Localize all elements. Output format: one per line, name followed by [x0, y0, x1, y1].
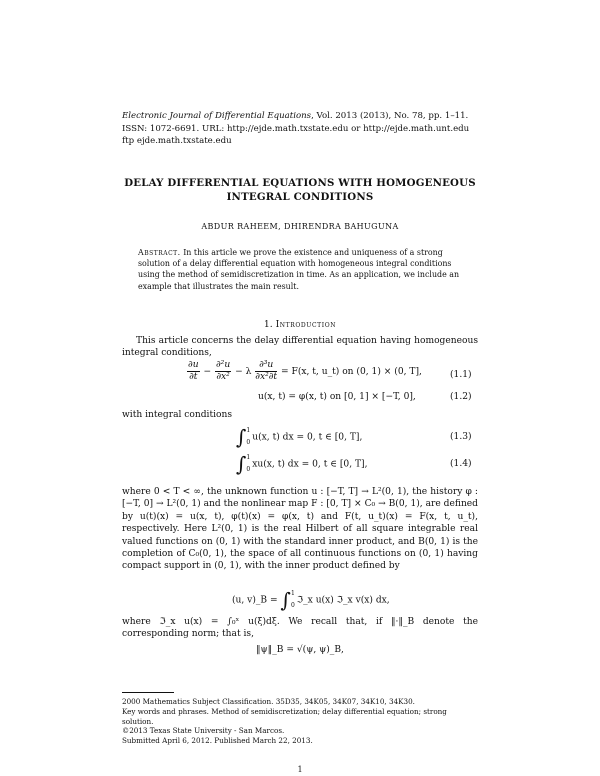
equation-1-3-body: u(x, t) dx = 0, t ∈ [0, T], — [252, 432, 363, 443]
recall-paragraph: where ℑ_x u(x) = ∫₀ˣ u(ξ)dξ. We recall that, if ‖·‖_B denote the corresponding norm; that is, — [122, 617, 478, 640]
journal-header — [122, 110, 502, 148]
equation-1-3: ∫1 0 u(x, t) dx = 0, t ∈ [0, T], — [236, 425, 363, 449]
with-integral-text: with integral conditions — [122, 410, 232, 420]
equation-label-1-3: (1.3) — [450, 432, 472, 442]
journal-name: Electronic Journal of Differential Equations — [122, 111, 312, 121]
equation-1-1: $\frac{\partial u}{\partial t}$ − $\frac{\text{∂²u}}{\text{∂x²}}$ − λ $\frac{\text{∂³u}}{\text{∂x²∂t}}$ = F(x, t, u_t) on (0, 1) × (0, T], — [188, 360, 422, 382]
section-title: Introduction — [275, 319, 337, 330]
equation-label-1-4: (1.4) — [450, 459, 472, 469]
title-line-1: DELAY DIFFERENTIAL EQUATIONS WITH HOMOGENEOUS — [124, 177, 476, 189]
norm-equation: ‖ψ‖_B = √(ψ, ψ)_B, — [256, 645, 344, 655]
equation-1-2: u(x, t) = φ(x, t) on [0, 1] × [−T, 0], — [258, 392, 416, 402]
section-heading — [110, 319, 490, 330]
authors: ABDUR RAHEEM, DHIRENDRA BAHUGUNA — [201, 222, 399, 231]
footnote-rule — [122, 692, 174, 693]
equation-1-1-rhs: = F(x, t, u_t) on (0, 1) × (0, T], — [281, 367, 422, 377]
equation-1-4: ∫1 0 xu(x, t) dx = 0, t ∈ [0, T], — [236, 452, 368, 476]
abstract — [138, 247, 468, 292]
footnote-submitted: Submitted April 6, 2012. Published March 22, 2013. — [122, 736, 313, 746]
ftp-line: ftp ejde.math.txstate.edu — [122, 136, 232, 147]
equation-label-1-2: (1.2) — [450, 392, 472, 402]
footnotes — [122, 697, 462, 746]
inner-product-lhs: (u, v)_B = — [232, 595, 278, 606]
equation-label-1-1: (1.1) — [450, 370, 472, 380]
section-number: 1. — [263, 319, 273, 330]
inner-product-body: ℑ_x u(x) ℑ_x v(x) dx, — [296, 595, 390, 606]
main-paragraph: where 0 < T < ∞, the unknown function u : [−T, T] → L²(0, 1), the history φ : [−T, 0] → L²(0, 1) and the nonlinear map F : [0, T] × C₀ → B(0, 1), are defined by u(t)(x) = u(x, t), φ(t)(x) = φ(x, t) and F(t, u_t)(x) = F(x, t, u_t), respectively. Here L²(0, 1) is the real Hilbert of all square integrable real valued functions on (0, 1) with the standard inner product, and B(0, 1) is the completion of C₀(0, 1), the space of all continuous functions on (0, 1) having compact support in (0, 1), with the inner product defined by — [122, 487, 478, 572]
intro-paragraph: This article concerns the delay differential equation having homogeneous integral conditions, — [122, 336, 478, 359]
title-line-2: INTEGRAL CONDITIONS — [226, 191, 374, 203]
paper-title — [110, 176, 490, 204]
abstract-text: In this article we prove the existence and uniqueness of a strong solution of a delay differential equation with homogeneous integral conditions using the method of semidiscretization in time. As an application, we include an example that illustrates the main result. — [138, 248, 460, 291]
inner-product-equation: (u, v)_B = ∫1 0 ℑ_x u(x) ℑ_x v(x) dx, — [232, 588, 390, 612]
equation-1-4-body: xu(x, t) dx = 0, t ∈ [0, T], — [252, 459, 368, 470]
abstract-heading: Abstract. — [138, 248, 181, 257]
page-number: 1 — [297, 765, 303, 774]
journal-citation: , Vol. 2013 (2013), No. 78, pp. 1–11. — [311, 111, 469, 121]
footnote-copyright: ©2013 Texas State University - San Marcos. — [122, 726, 285, 736]
issn-line: ISSN: 1072-6691. URL: http://ejde.math.txstate.edu or http://ejde.math.unt.edu — [122, 123, 470, 134]
footnote-keywords: Key words and phrases. Method of semidiscretization; delay differential equation; strong solution. — [122, 706, 447, 726]
footnote-msc: 2000 Mathematics Subject Classification. 35D35, 34K05, 34K07, 34K10, 34K30. — [122, 697, 415, 706]
